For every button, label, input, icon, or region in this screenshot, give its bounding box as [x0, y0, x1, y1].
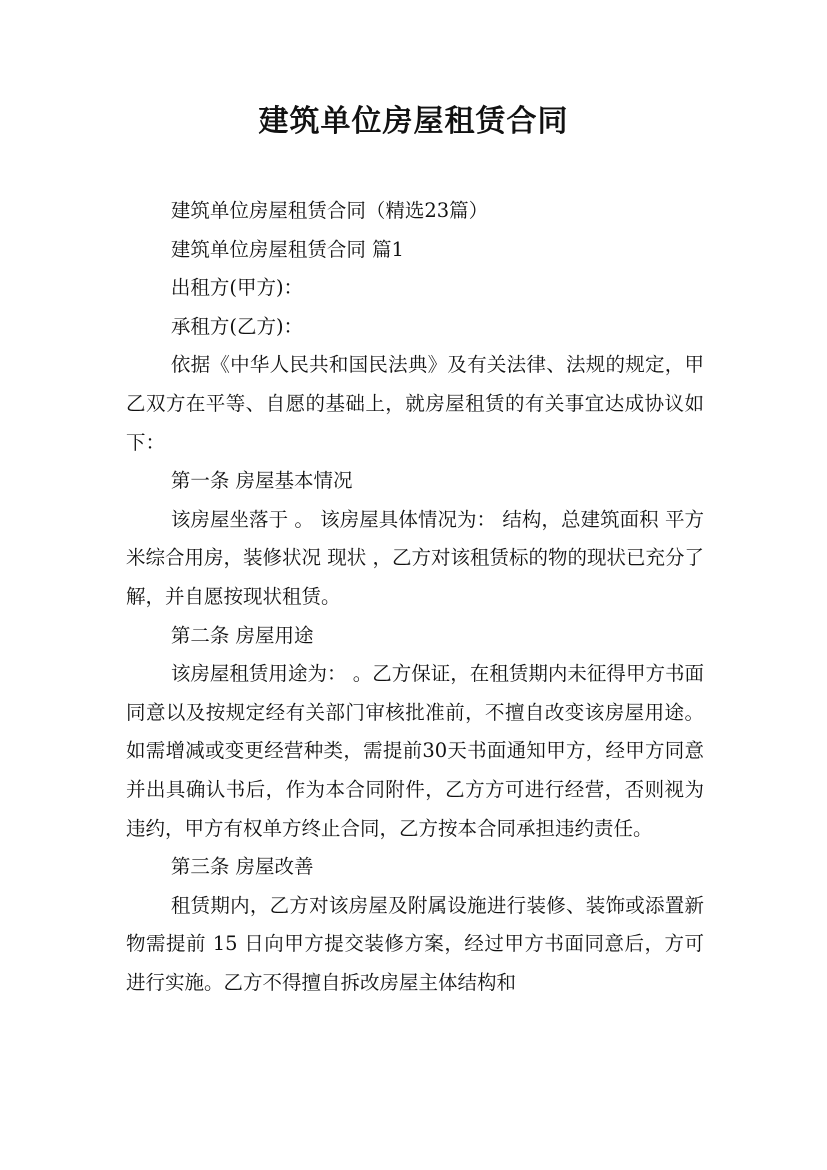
document-body	[126, 192, 704, 1002]
document-title: 建筑单位房屋租赁合同	[258, 104, 569, 139]
paragraph-lessee: 承租方(乙方)：	[170, 314, 304, 338]
article-2-body: 该房屋租赁用途为： 。乙方保证，在租赁期内未征得甲方书面同意以及按规定经有关部门审核批准前，不擅自改变该房屋用途。如需增减或变更经营种类，需提前30天书面通知甲方，经甲方同意并出具确认书后，作为本合同附件，乙方方可进行经营，否则视为违约，甲方有权单方终止合同，乙方按本合同承担违约责任。	[126, 662, 704, 840]
article-3-heading: 第三条 房屋改善	[170, 855, 314, 879]
article-2-heading: 第二条 房屋用途	[170, 623, 314, 647]
article-3-body: 租赁期内，乙方对该房屋及附属设施进行装修、装饰或添置新物需提前 15 日向甲方提交装修方案，经过甲方书面同意后，方可进行实施。乙方不得擅自拆改房屋主体结构和	[126, 893, 704, 994]
article-1-body: 该房屋坐落于 。 该房屋具体情况为： 结构，总建筑面积 平方米综合用房，装修状况 现状 ，乙方对该租赁标的物的现状已充分了解，并自愿按现状租赁。	[126, 507, 704, 608]
paragraph-section-heading: 建筑单位房屋租赁合同 篇1	[170, 237, 404, 261]
article-1-heading: 第一条 房屋基本情况	[170, 469, 353, 493]
paragraph-preamble: 依据《中华人民共和国民法典》及有关法律、法规的规定，甲乙双方在平等、自愿的基础上，就房屋租赁的有关事宜达成协议如下：	[126, 353, 704, 454]
paragraph-lessor: 出租方(甲方)：	[170, 276, 304, 300]
paragraph-subtitle: 建筑单位房屋租赁合同（精选23篇）	[170, 199, 489, 222]
